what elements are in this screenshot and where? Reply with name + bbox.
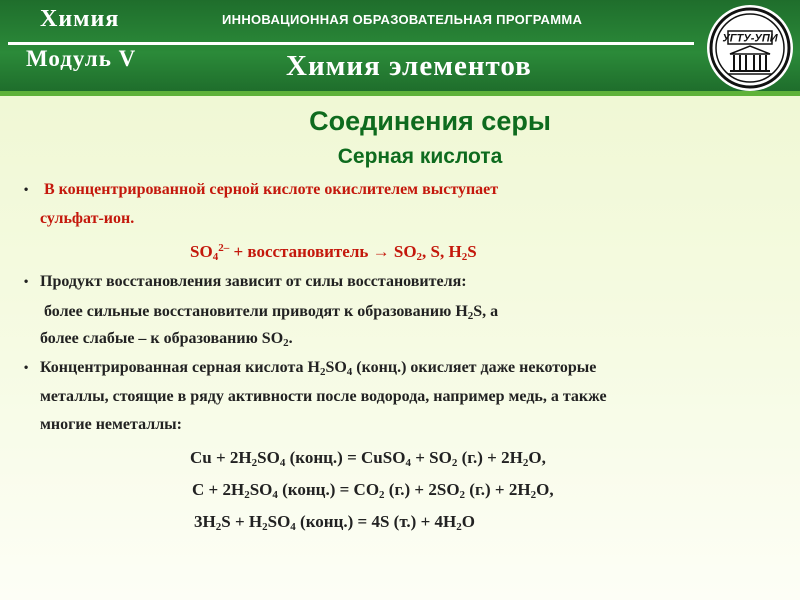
logo-text: УГТУ-УПИ [722, 32, 778, 45]
reaction-hydrogen-sulfide: $3H_2S + H_2SO_4$ (конц.) = 4S $(т.) + 4H_2O$ [194, 512, 475, 533]
paragraph-3-line-2: металлы, стоящие в ряду активности после водорода, например медь, а также [40, 388, 607, 405]
slide-subtitle: Серная кислота [337, 145, 503, 168]
arrow-icon: → [372, 242, 390, 261]
bullet: • [24, 274, 29, 288]
program-label: ИННОВАЦИОННАЯ ОБРАЗОВАТЕЛЬНАЯ ПРОГРАММА [222, 12, 583, 27]
equation-1: $SO_4^{2-}$ + восстановитель → $SO_2$, S, $H_2S$ [190, 242, 477, 263]
university-logo [706, 4, 794, 92]
reaction-carbon: $C + 2H_2SO_4$ (конц.) = $CO_2$ $(г.) + 2SO_2$ $(г.) + 2H_2O$, [192, 480, 554, 501]
module-label: Модуль V [26, 46, 137, 71]
bullet: • [24, 360, 29, 374]
paragraph-2-line-3: более слабые – к образованию $SO_2$. [40, 330, 293, 349]
paragraph-3-line-3: многие неметаллы: [40, 416, 182, 433]
bullet: • [24, 182, 29, 196]
subject-label: Химия [40, 6, 120, 32]
header-divider [8, 42, 694, 45]
reaction-copper: $Cu + 2H_2SO_4$ (конц.) = CuSO$_4$ + $SO_2$ $(г.) + 2H_2O$, [190, 448, 546, 469]
header-accent-strip [0, 91, 800, 96]
paragraph-1-line-1: В концентрированной серной кислоте окислителем выступает [44, 181, 499, 198]
slide-title: Соединения серы [309, 106, 551, 136]
header-bar [0, 0, 800, 96]
paragraph-1-line-2: сульфат-ион. [40, 210, 135, 227]
paragraph-2-line-1: Продукт восстановления зависит от силы восстановителя: [40, 273, 467, 290]
paragraph-2-line-2: более сильные восстановители приводят к образованию $H_2S$, а [44, 303, 499, 322]
course-title: Химия элементов [286, 50, 532, 82]
paragraph-3-line-1: Концентрированная серная кислота $H_2SO_4$ (конц.) окисляет даже некоторые [40, 359, 597, 378]
